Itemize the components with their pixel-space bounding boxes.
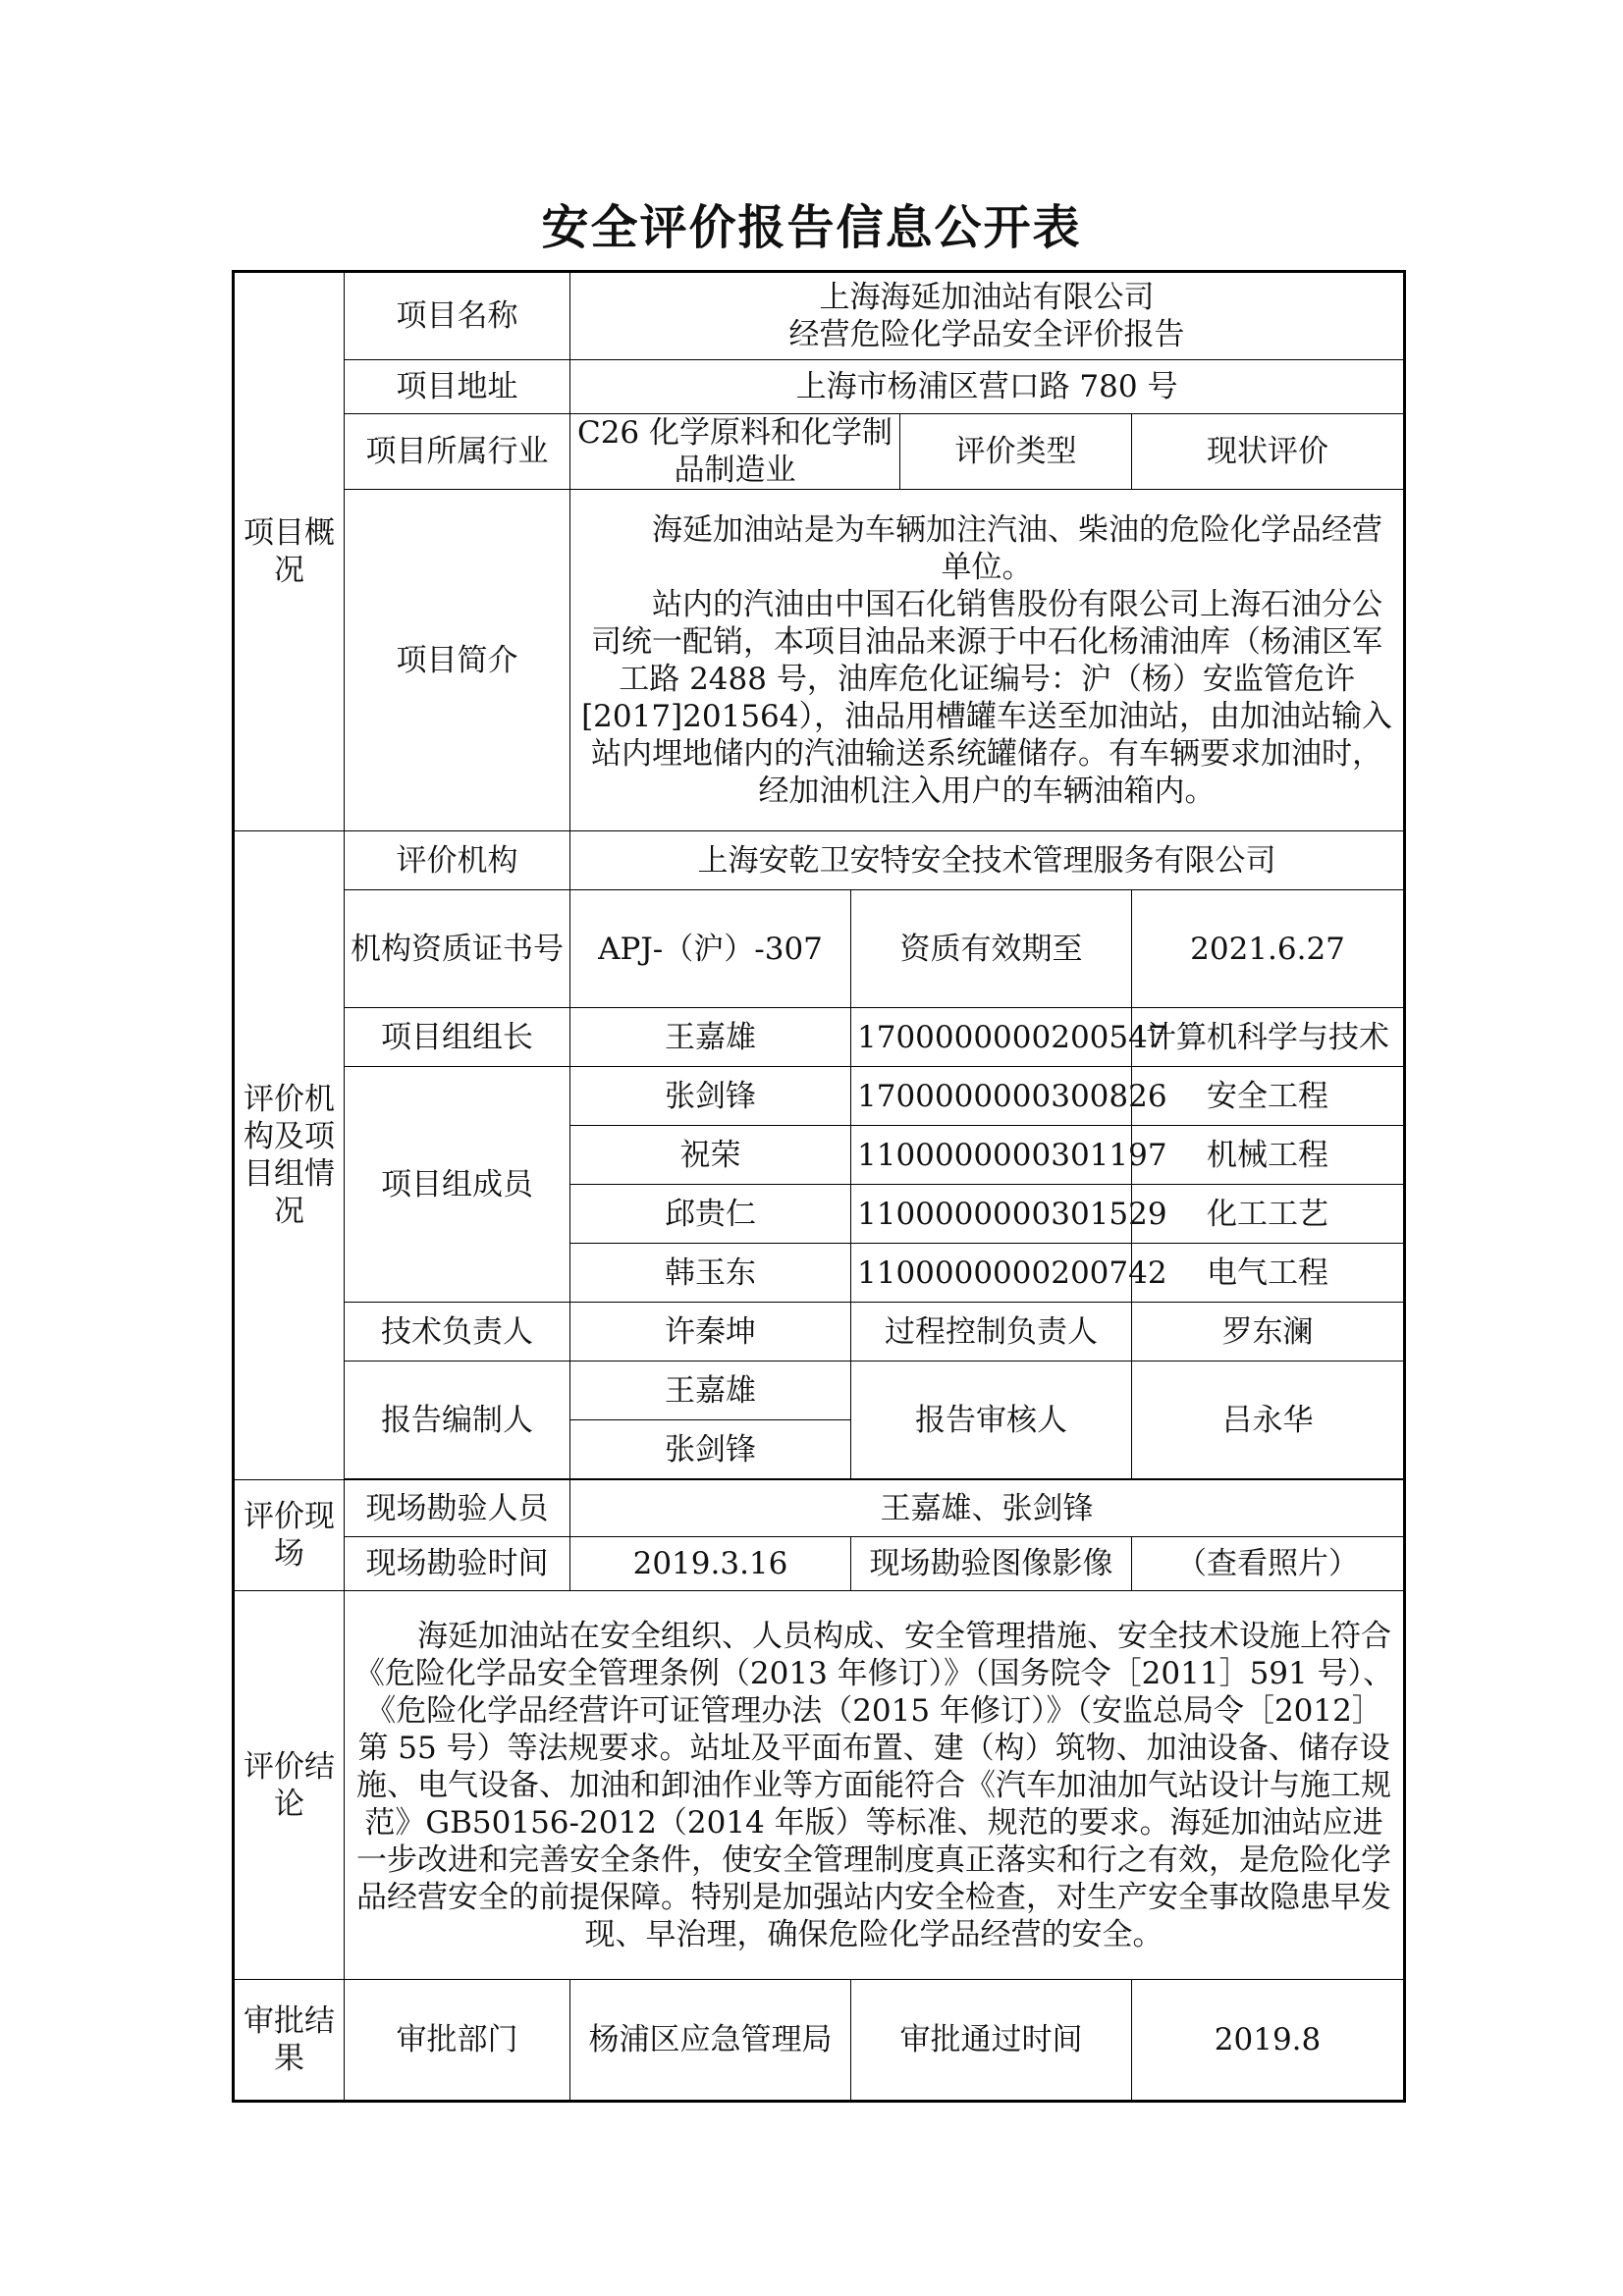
- project-address-label: 项目地址: [345, 360, 570, 414]
- member-cert: 1100000000200742: [851, 1244, 1132, 1303]
- project-industry-value: C26 化学原料和化学制品制造业: [570, 414, 900, 490]
- section-project-overview: 项目概况: [234, 272, 345, 831]
- project-intro-paragraph-2: 站内的汽油由中国石化销售股份有限公司上海石油分公司统一配销，本项目油品来源于中石化杨浦油库（杨浦区军工路 2488 号，油库危化证编号：沪（杨）安监管危许[2017]201564），油品用槽罐车送至加油站，由加油站输入站内埋地储内的汽油输送系统罐储存。有车辆要求加油时，经加油机注入用户的车辆油箱内。: [581, 586, 1392, 809]
- page-title: 安全评价报告信息公开表: [541, 200, 1082, 255]
- member-major: 安全工程: [1132, 1067, 1405, 1126]
- member-major: 化工工艺: [1132, 1185, 1405, 1244]
- approval-time-label: 审批通过时间: [851, 1980, 1132, 2102]
- members-label: 项目组成员: [345, 1067, 570, 1303]
- member-name: 韩玉东: [570, 1244, 851, 1303]
- agency-valid-label: 资质有效期至: [851, 890, 1132, 1008]
- member-major: 电气工程: [1132, 1244, 1405, 1303]
- section-agency: 评价机构及项目组情况: [234, 831, 345, 1480]
- project-intro-label: 项目简介: [345, 490, 570, 831]
- member-cert: 1100000000301197: [851, 1126, 1132, 1185]
- section-site: 评价现场: [234, 1480, 345, 1591]
- member-name: 祝荣: [570, 1126, 851, 1185]
- agency-org-label: 评价机构: [345, 831, 570, 890]
- tech-lead-value: 许秦坤: [570, 1303, 851, 1362]
- leader-cert: 1700000000200547: [851, 1008, 1132, 1067]
- approval-dept-value: 杨浦区应急管理局: [570, 1980, 851, 2102]
- agency-valid-value: 2021.6.27: [1132, 890, 1405, 1008]
- agency-org-value: 上海安乾卫安特安全技术管理服务有限公司: [570, 831, 1405, 890]
- site-staff-label: 现场勘验人员: [345, 1480, 570, 1537]
- reviewer-label: 报告审核人: [851, 1362, 1132, 1479]
- site-staff-value: 王嘉雄、张剑锋: [570, 1480, 1405, 1537]
- process-lead-value: 罗东澜: [1132, 1303, 1405, 1362]
- reviewer-value: 吕永华: [1132, 1362, 1405, 1479]
- section-approval: 审批结果: [234, 1980, 345, 2102]
- site-image-link[interactable]: （查看照片）: [1132, 1537, 1405, 1591]
- leader-label: 项目组组长: [345, 1008, 570, 1067]
- approval-time-value: 2019.8: [1132, 1980, 1405, 2102]
- eval-type-value: 现状评价: [1132, 414, 1405, 490]
- process-lead-label: 过程控制负责人: [851, 1303, 1132, 1362]
- conclusion-text: [345, 1591, 1405, 1980]
- member-major: 机械工程: [1132, 1126, 1405, 1185]
- project-industry-label: 项目所属行业: [345, 414, 570, 490]
- approval-dept-label: 审批部门: [345, 1980, 570, 2102]
- project-name-line-1: 上海海延加油站有限公司: [819, 280, 1155, 315]
- author-name: 张剑锋: [570, 1420, 851, 1479]
- project-intro-text: [570, 490, 1405, 831]
- member-name: 张剑锋: [570, 1067, 851, 1126]
- site-time-label: 现场勘验时间: [345, 1537, 570, 1591]
- author-label: 报告编制人: [345, 1362, 570, 1479]
- member-name: 邱贵仁: [570, 1185, 851, 1244]
- conclusion-paragraph: 海延加油站在安全组织、人员构成、安全管理措施、安全技术设施上符合《危险化学品安全管理条例（2013 年修订）》（国务院令［2011］591 号）、《危险化学品经营许可证管理办法（2015 年修订）》（安监总局令［2012］第 55 号）等法规要求。站址及平面布置、建（构）筑物、加油设备、储存设施、电气设备、加油和卸油作业等方面能符合《汽车加油加气站设计与施工规范》GB50156-2012（2014 年版）等标准、规范的要求。海延加油站应进一步改进和完善安全条件，使安全管理制度真正落实和行之有效，是危险化学品经营安全的前提保障。特别是加强站内安全检查，对生产安全事故隐患早发现、早治理，确保危险化学品经营的安全。: [353, 1618, 1394, 1952]
- member-cert: 1700000000300826: [851, 1067, 1132, 1126]
- leader-name: 王嘉雄: [570, 1008, 851, 1067]
- section-conclusion: 评价结论: [234, 1591, 345, 1980]
- site-time-value: 2019.3.16: [570, 1537, 851, 1591]
- project-intro-paragraph-1: 海延加油站是为车辆加注汽油、柴油的危险化学品经营单位。: [652, 511, 1383, 585]
- site-image-label: 现场勘验图像影像: [851, 1537, 1132, 1591]
- project-name-value: [570, 272, 1405, 360]
- project-name-line-2: 经营危险化学品安全评价报告: [788, 317, 1185, 352]
- info-table: [232, 270, 1406, 2103]
- eval-type-label: 评价类型: [900, 414, 1132, 490]
- author-name: 王嘉雄: [570, 1362, 851, 1420]
- leader-major: 计算机科学与技术: [1132, 1008, 1405, 1067]
- agency-cert-label: 机构资质证书号: [345, 890, 570, 1008]
- member-cert: 1100000000301529: [851, 1185, 1132, 1244]
- tech-lead-label: 技术负责人: [345, 1303, 570, 1362]
- project-name-label: 项目名称: [345, 272, 570, 360]
- project-address-value: 上海市杨浦区营口路 780 号: [570, 360, 1405, 414]
- agency-cert-value: APJ-（沪）-307: [570, 890, 851, 1008]
